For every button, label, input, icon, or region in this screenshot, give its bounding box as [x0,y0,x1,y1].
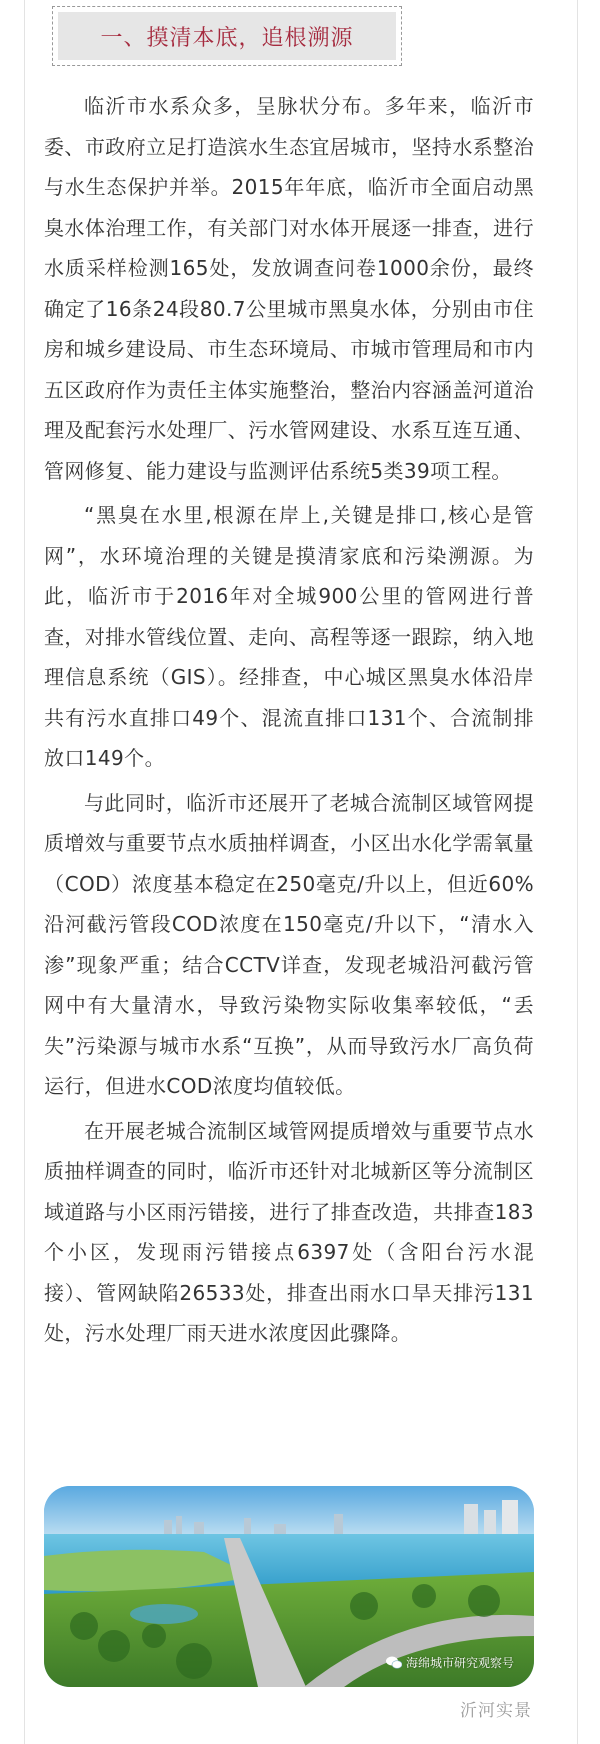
paragraph-1: 临沂市水系众多，呈脉状分布。多年来，临沂市委、市政府立足打造滨水生态宜居城市，坚持水系整治与水生态保护并举。2015年年底，临沂市全面启动黑臭水体治理工作，有关部门对水体开展逐一排查，进行水质采样检测165处，发放调查问卷1000余份，最终确定了16条24段80.7公里城市黑臭水体，分别由市住房和城乡建设局、市生态环境局、市城市管理局和市内五区政府作为责任主体实施整治，整治内容涵盖河道治理及配套污水处理厂、污水管网建设、水系互连互通、管网修复、能力建设与监测评估系统5类39项工程。 [44,94,534,483]
photo-caption: 沂河实景 [460,1701,532,1721]
section-heading: 一、摸清本底，追根溯源 [58,12,396,60]
paragraph-4: 在开展老城合流制区域管网提质增效与重要节点水质抽样调查的同时，临沂市还针对北城新区等分流制区域道路与小区雨污错接，进行了排查改造，共排查183个小区，发现雨污错接点6397处（含阳台污水混接）、管网缺陷26533处，排查出雨水口旱天排污131处，污水处理厂雨天进水浓度因此骤降。 [44,1118,534,1345]
photo-watermark [386,1654,514,1671]
article-body [44,86,534,1358]
paragraph-2: “黑臭在水里,根源在岸上,关键是排口,核心是管网”，水环境治理的关键是摸清家底和污染溯源。为此，临沂市于2016年对全城900公里的管网进行普查，对排水管线位置、走向、高程等逐一跟踪，纳入地理信息系统（GIS）。经排查，中心城区黑臭水体沿岸共有污水直排口49个、混流直排口131个、合流制排放口149个。 [44,503,534,770]
section-heading-box [52,6,402,66]
watermark-text: 海绵城市研究观察号 [405,1656,514,1670]
paragraph-3: 与此同时，临沂市还展开了老城合流制区域管网提质增效与重要节点水质抽样调查，小区出水化学需氧量（COD）浓度基本稳定在250毫克/升以上，但近60%沿河截污管段COD浓度在150毫克/升以下，“清水入渗”现象严重；结合CCTV详查，发现老城沿河截污管网中有大量清水，导致污染物实际收集率较低，“丢失”污染源与城市水系“互换”，从而导致污水厂高负荷运行，但进水COD浓度均值较低。 [44,790,534,1098]
wechat-icon [386,1656,402,1669]
river-photo [44,1486,534,1687]
